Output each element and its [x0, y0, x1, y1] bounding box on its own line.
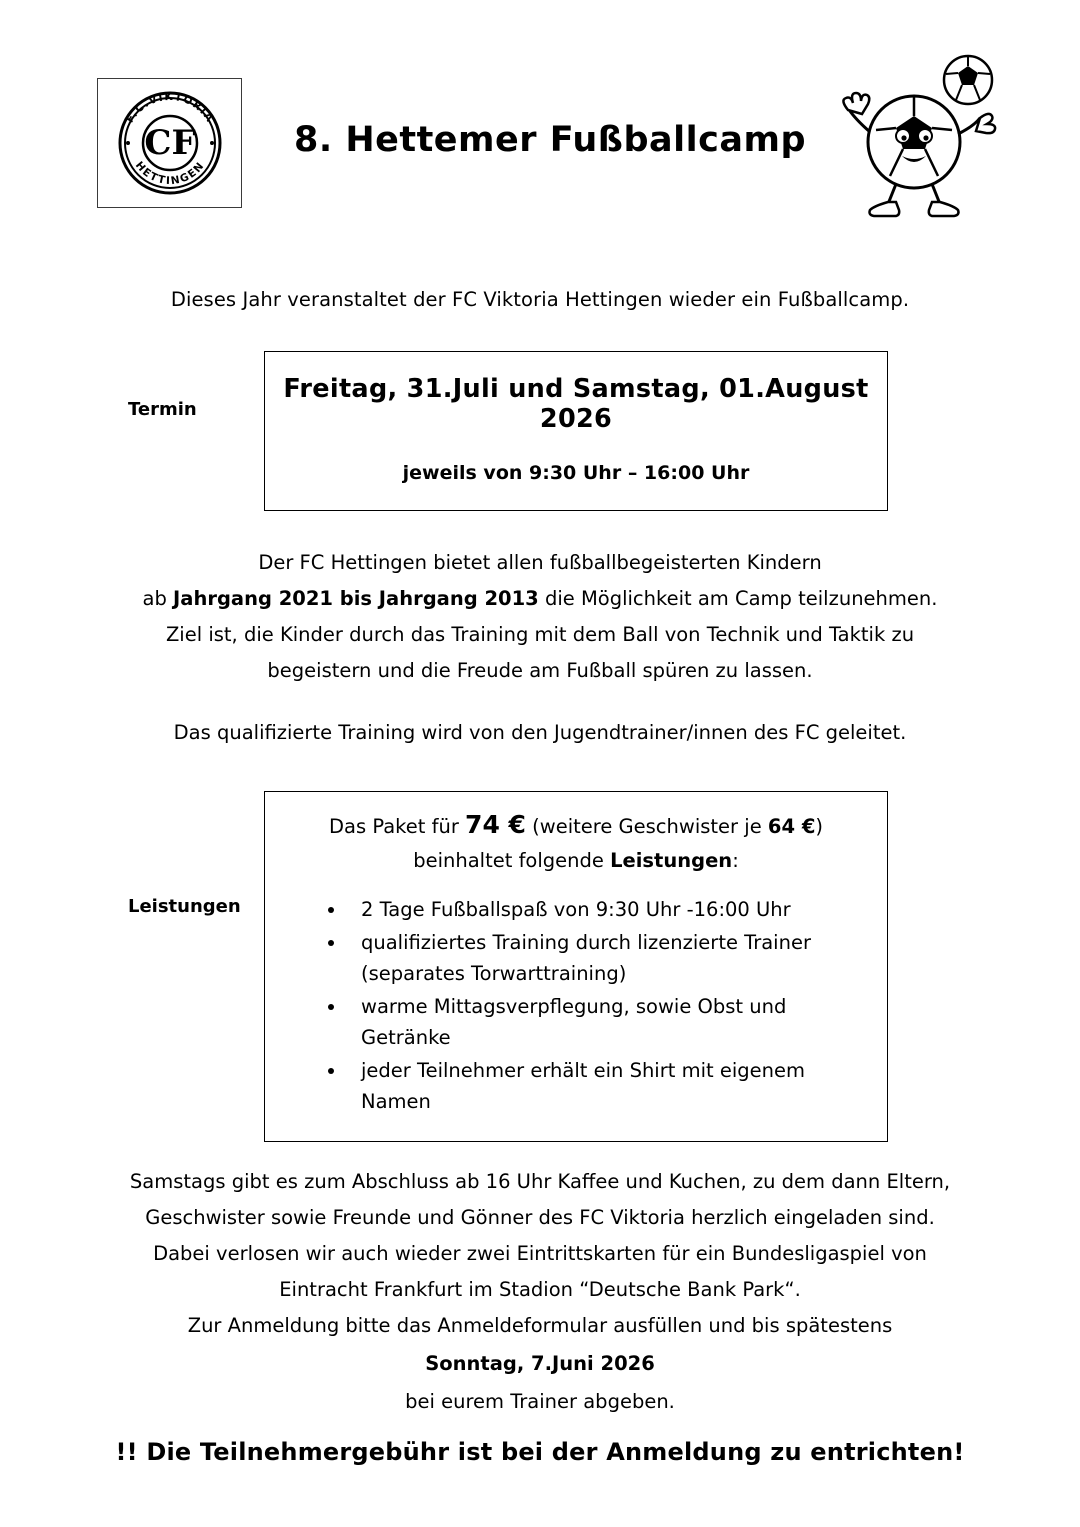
termin-box [264, 351, 888, 511]
description-line-1: Der FC Hettingen bietet allen fußballbegeisterten Kindern [258, 551, 822, 574]
leistungen-list [291, 894, 861, 1117]
closing-line-1: Samstags gibt es zum Abschluss ab 16 Uhr Kaffee und Kuchen, zu dem dann Eltern, [129, 1170, 951, 1193]
termin-label: Termin [128, 399, 197, 420]
termin-date: Freitag, 31.Juli und Samstag, 01.August 2026 [283, 374, 869, 434]
list-item: • jeder Teilnehmer erhält ein Shirt mit eigenem Namen [347, 1055, 861, 1117]
description-line-4: begeistern und die Freude am Fußball spüren zu lassen. [267, 659, 813, 682]
description-line-3: Ziel ist, die Kinder durch das Training mit dem Ball von Technik und Taktik zu [165, 623, 915, 646]
svg-text:F.C.VIKTORIA: F.C.VIKTORIA [123, 90, 216, 126]
closing-line-5: Zur Anmeldung bitte das Anmeldeformular ausfüllen und bis spätestens [187, 1314, 893, 1337]
leistungen-section [0, 791, 1080, 1142]
sibling-price-prefix: (weitere Geschwister je [532, 815, 762, 838]
svg-text:CF: CF [143, 123, 196, 163]
closing-block [0, 1164, 1080, 1420]
description-line-5: Das qualifizierte Training wird von den Jugendtrainer/innen des FC geleitet. [173, 721, 907, 744]
jahrgang-range: Jahrgang 2021 bis Jahrgang 2013 [173, 587, 539, 610]
list-item: • warme Mittagsverpflegung, sowie Obst und Getränke [347, 991, 861, 1053]
closing-line-2: Geschwister sowie Freunde und Gönner des FC Viktoria herzlich eingeladen sind. [145, 1206, 935, 1229]
description-line-2-post: die Möglichkeit am Camp teilzunehmen. [538, 587, 938, 610]
package-includes-line [291, 849, 861, 872]
leistungen-box [264, 791, 888, 1142]
closing-line-3: Dabei verlosen wir auch wieder zwei Eintrittskarten für ein Bundesligaspiel von [153, 1242, 927, 1265]
description-line-2 [0, 581, 1080, 617]
sibling-price: 64 € [767, 815, 816, 838]
svg-text:HETTINGEN: HETTINGEN [132, 159, 207, 188]
list-item: • qualifiziertes Training durch lizenzierte Trainer (separates Torwarttraining) [347, 927, 861, 989]
includes-bold: Leistungen [610, 849, 733, 872]
club-crest-icon [111, 84, 229, 202]
package-price-prefix: Das Paket für [329, 815, 459, 838]
intro-paragraph: Dieses Jahr veranstaltet der FC Viktoria Hettingen wieder ein Fußballcamp. [170, 288, 910, 311]
description-line-2-pre: ab [142, 587, 174, 610]
page-title: 8. Hettemer Fußballcamp [293, 120, 807, 160]
termin-time: jeweils von 9:30 Uhr – 16:00 Uhr [402, 462, 750, 484]
includes-suffix: : [732, 849, 739, 872]
package-price-line [291, 810, 861, 839]
termin-section [0, 351, 1080, 511]
description-block [0, 545, 1080, 689]
fc-viktoria-hettingen-logo [97, 78, 242, 208]
header [0, 0, 1080, 230]
package-price: 74 € [465, 810, 526, 839]
closing-line-6: bei eurem Trainer abgeben. [405, 1390, 675, 1413]
sibling-price-suffix: ) [815, 815, 823, 838]
leistungen-label: Leistungen [128, 896, 241, 917]
closing-line-4: Eintracht Frankfurt im Stadion “Deutsche Bank Park“. [279, 1278, 801, 1301]
includes-prefix: beinhaltet folgende [413, 849, 611, 872]
soccer-ball-mascot-icon [822, 52, 1002, 227]
list-item: • 2 Tage Fußballspaß von 9:30 Uhr -16:00 Uhr [347, 894, 861, 925]
final-note: !! Die Teilnehmergebühr ist bei der Anmeldung zu entrichten! [115, 1438, 965, 1466]
registration-deadline: Sonntag, 7.Juni 2026 [425, 1352, 655, 1375]
